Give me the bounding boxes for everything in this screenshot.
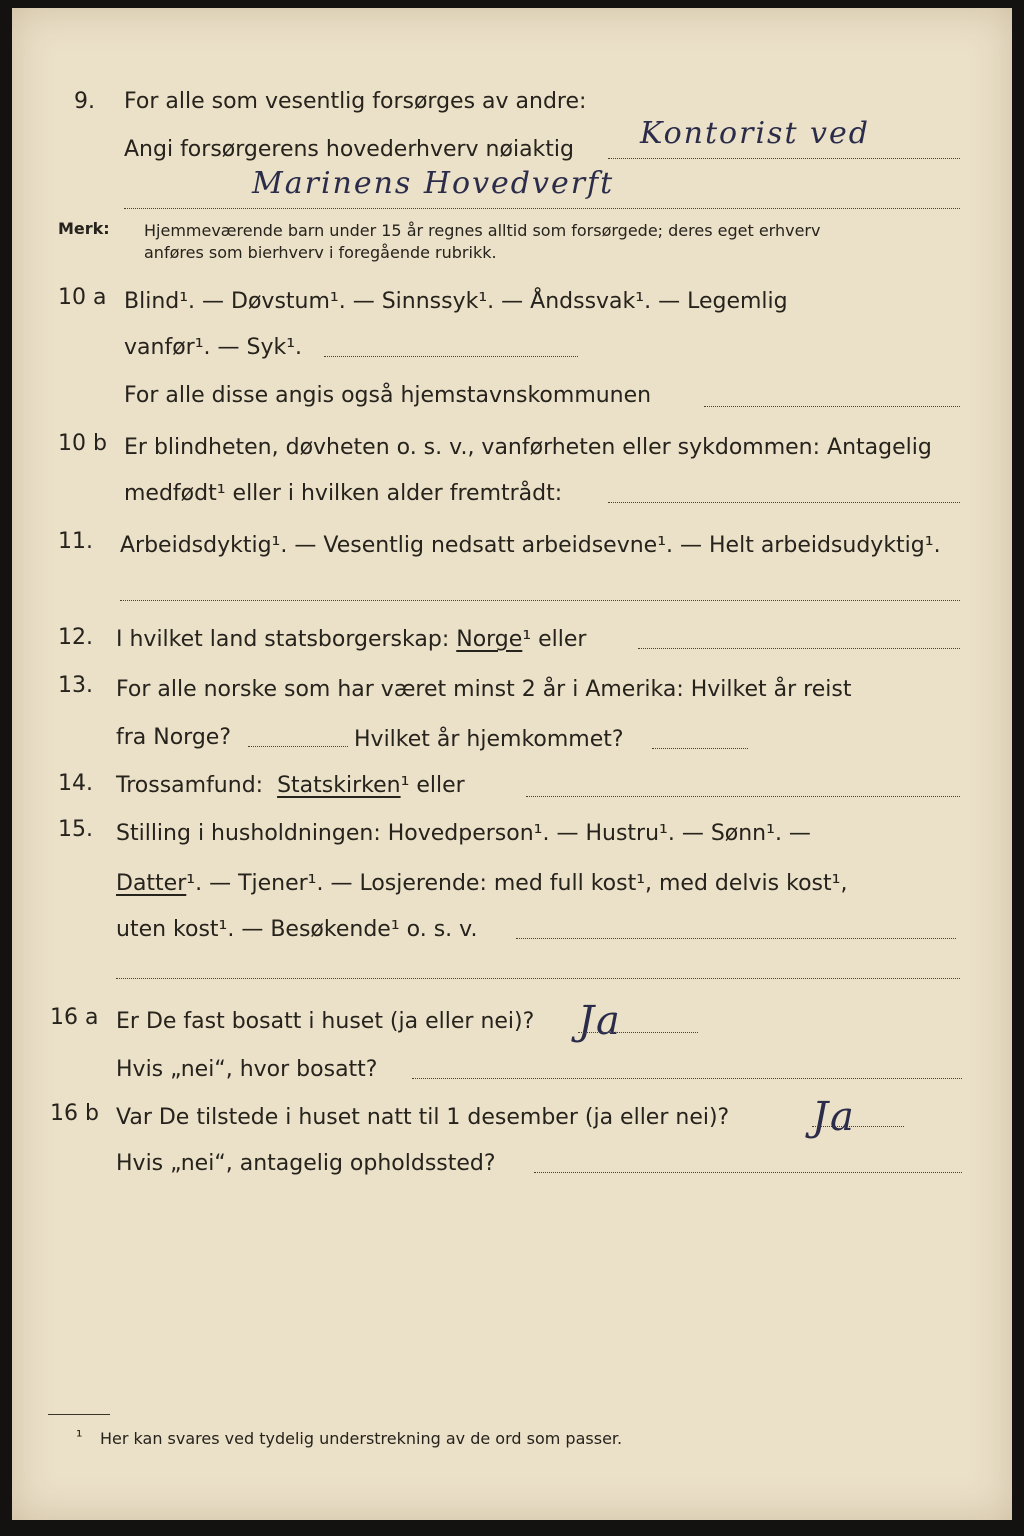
census-form-page: [12, 8, 1012, 1520]
q16b-line2: Hvis „nei“, antagelig opholdssted?: [116, 1151, 496, 1176]
q9-number: 9.: [74, 89, 95, 114]
q9-line2: Angi forsørgerens hovederhverv nøiaktig: [124, 137, 575, 162]
q12-suffix: ¹ eller: [522, 627, 587, 652]
footnote-rule: [48, 1414, 110, 1415]
merk-label: Merk:: [58, 219, 110, 238]
q16b-answer-line: [812, 1126, 904, 1127]
q16a-number: 16 a: [50, 1005, 99, 1030]
q11-line1: Arbeidsdyktig¹. — Vesentlig nedsatt arbeidsevne¹. — Helt arbeidsudyktig¹.: [120, 533, 941, 558]
q10a-number: 10 a: [58, 285, 107, 310]
q14-suffix: ¹ eller: [400, 773, 465, 798]
footnote-text: Her kan svares ved tydelig understrekning av de ord som passer.: [100, 1429, 623, 1448]
q16b-number: 16 b: [50, 1101, 99, 1126]
q12-number: 12.: [58, 625, 93, 650]
q13-right-answer-line: [652, 748, 748, 749]
q15-answer-line1: [516, 938, 956, 939]
q13-number: 13.: [58, 673, 93, 698]
q10a-line1: Blind¹. — Døvstum¹. — Sinnssyk¹. — Åndssvak¹. — Legemlig: [124, 289, 788, 314]
q14-line: [116, 772, 465, 800]
q15-line3: uten kost¹. — Besøkende¹ o. s. v.: [116, 917, 478, 942]
q10b-number: 10 b: [58, 431, 107, 456]
merk-line2: anføres som bierhverv i foregående rubrikk.: [144, 243, 497, 262]
q12-answer-line: [638, 648, 960, 649]
q16a-residence-line: [412, 1078, 962, 1079]
q10b-answer-line: [608, 502, 960, 503]
q15-line1: Stilling i husholdningen: Hovedperson¹. — Hustru¹. — Sønn¹. —: [116, 821, 811, 846]
q11-number: 11.: [58, 529, 93, 554]
q16a-answer-line: [578, 1032, 698, 1033]
q10b-line1: Er blindheten, døvheten o. s. v., vanførheten eller sykdommen: Antagelig: [124, 435, 932, 460]
q11-answer-line: [120, 600, 960, 601]
q14-number: 14.: [58, 771, 93, 796]
merk-line1: Hjemmeværende barn under 15 år regnes alltid som forsørgede; deres eget erhverv: [144, 221, 821, 240]
q12-question: I hvilket land statsborgerskap:: [116, 627, 450, 652]
q16a-handwritten-answer: Ja: [578, 998, 622, 1044]
q15-choice-datter: Datter: [116, 871, 187, 896]
q9-handwritten-answer1: Kontorist ved: [640, 116, 870, 151]
q10b-line2: medfødt¹ eller i hvilken alder fremtrådt:: [124, 481, 563, 506]
q13-left-answer-line: [248, 746, 348, 747]
q10a-answer-line: [324, 356, 578, 357]
q15-line2-rest: ¹. — Tjener¹. — Losjerende: med full kost¹, med delvis kost¹,: [186, 871, 848, 896]
q16a-line1: Er De fast bosatt i huset (ja eller nei)?: [116, 1009, 535, 1034]
q13-line1: For alle norske som har været minst 2 år i Amerika: Hvilket år reist: [116, 677, 852, 702]
footnote-mark: ¹: [76, 1427, 83, 1446]
q15-number: 15.: [58, 817, 93, 842]
q12-line: [116, 626, 586, 654]
q15-answer-line2: [116, 978, 960, 979]
q10a-hometown-line: [704, 406, 960, 407]
q9-line1: For alle som vesentlig forsørges av andre:: [124, 89, 587, 114]
q9-handwritten-answer2: Marinens Hovedverft: [252, 166, 615, 201]
q15-line2: [116, 870, 847, 898]
q10a-line2: vanfør¹. — Syk¹.: [124, 335, 303, 360]
q16b-line1: Var De tilstede i huset natt til 1 desember (ja eller nei)?: [116, 1105, 730, 1130]
q10a-line3: For alle disse angis også hjemstavnskommunen: [124, 383, 652, 408]
q12-choice-norge: Norge: [456, 627, 523, 652]
q9-answer-line2: [124, 208, 960, 209]
q16a-line2: Hvis „nei“, hvor bosatt?: [116, 1057, 378, 1082]
q13-line2a: fra Norge?: [116, 725, 232, 750]
q14-choice-statskirken: Statskirken: [277, 773, 401, 798]
q16b-whereabouts-line: [534, 1172, 962, 1173]
q9-answer-line1: [608, 158, 960, 159]
q14-question: Trossamfund:: [116, 773, 264, 798]
q14-answer-line: [526, 796, 960, 797]
q16b-handwritten-answer: Ja: [812, 1094, 856, 1140]
q13-line2b: Hvilket år hjemkommet?: [354, 727, 624, 752]
